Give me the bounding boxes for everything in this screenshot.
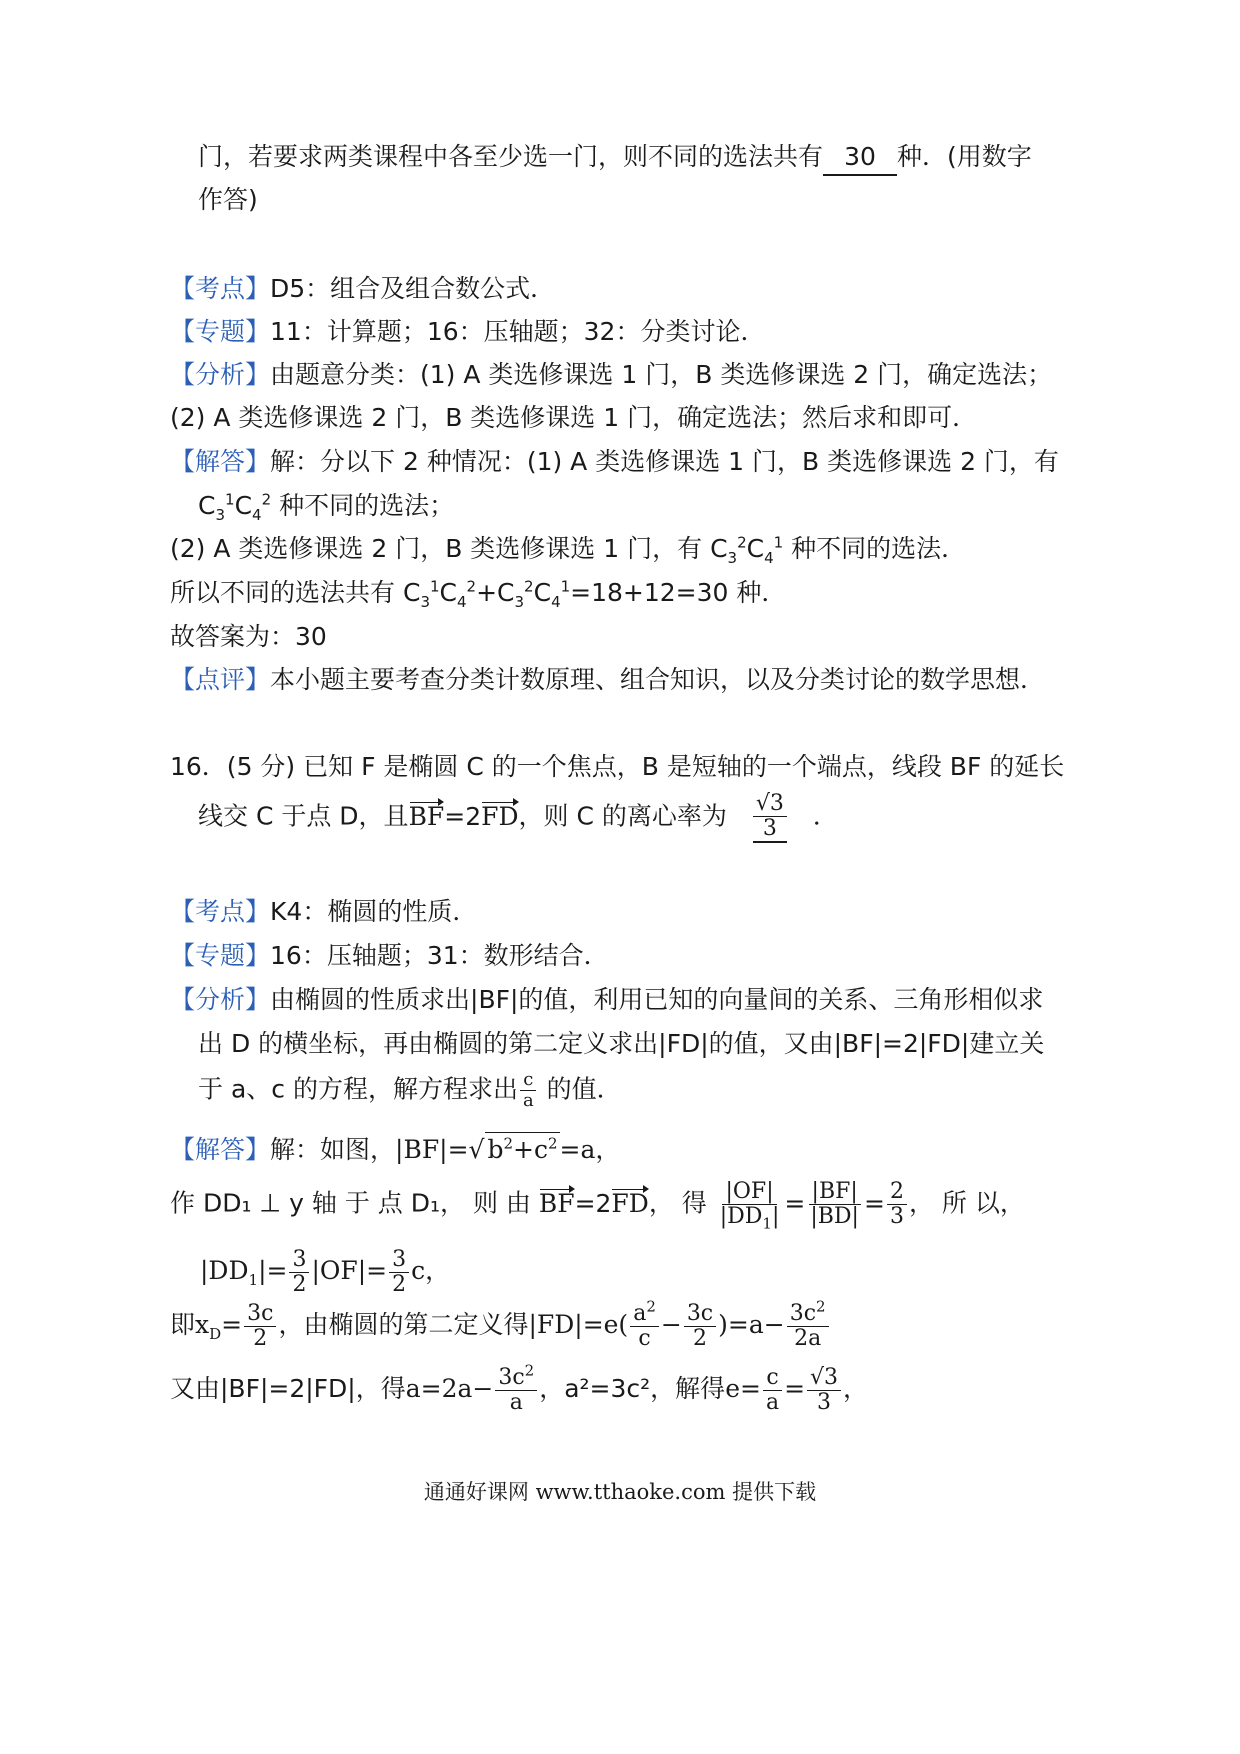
a-formula: a=2a− $\frac{3c^2}{a}$ xyxy=(406,1374,540,1403)
kaodian-tag: 【考点】 xyxy=(170,897,271,926)
s16-ji xyxy=(170,1297,831,1356)
q15-line1 xyxy=(198,140,1032,176)
fenxi-text-3: 于 a、c 的方程，解方程求出 xyxy=(198,1074,518,1104)
kaodian-text: D5：组合及组合数公式． xyxy=(270,274,556,303)
q16-answer-num: √3 xyxy=(753,792,787,817)
kaodian-tag: 【考点】 xyxy=(170,274,271,303)
jieda-tag: 【解答】 xyxy=(170,1135,271,1164)
q16-text-mid: ，则 C 的离心率为 xyxy=(518,801,727,831)
s15-fenxi-2: (2) A 类选修课选 2 门，B 类选修课选 1 门，确定选法；然后求和即可． xyxy=(170,403,978,432)
dianping-text: 本小题主要考查分类计数原理、组合知识，以及分类讨论的数学思想． xyxy=(270,665,1046,694)
q15-line2: 作答) xyxy=(198,185,258,214)
fenxi-text: 由椭圆的性质求出|BF|的值，利用已知的向量间的关系、三角形相似求 xyxy=(270,985,1044,1014)
s15-jieda-2 xyxy=(198,489,454,523)
you-text: 又由|BF|=2|FD|，得 xyxy=(170,1374,406,1403)
s15-kaodian xyxy=(170,272,555,306)
s15-jieda-3 xyxy=(170,532,966,566)
combination-expression: $C_3^1C_4^2$ xyxy=(198,490,272,524)
e-formula: e= $\frac{c}{a}$ = $\frac{√3}{3}$ ， xyxy=(725,1365,869,1415)
fenxi-text: 由题意分类：(1) A 类选修课选 1 门，B 类选修课选 2 门，确定选法； xyxy=(270,360,1053,389)
jieda-text-4: 所以不同的选法共有 xyxy=(170,578,396,607)
s16-kaodian xyxy=(170,895,477,929)
s15-zhuanti xyxy=(170,315,765,349)
jieda-text: 解：分以下 2 种情况：(1) A 类选修课选 1 门，B 类选修课选 2 门，有 xyxy=(270,447,1059,476)
fenxi-tag: 【分析】 xyxy=(170,360,271,389)
s16-fenxi-2: 出 D 的横坐标，再由椭圆的第二定义求出|FD|的值，又由|BF|=2|FD|建立关 xyxy=(198,1029,1045,1058)
s15-fenxi xyxy=(170,358,1052,392)
q15-answer: 30 xyxy=(823,140,897,176)
dianping-tag: 【点评】 xyxy=(170,665,271,694)
jieda-tag: 【解答】 xyxy=(170,447,271,476)
s15-answer: 故答案为：30 xyxy=(170,622,327,651)
ratio-expression: $\frac{|OF|}{|DD_1|}$ = $\frac{|BF|}{|BD|}$ = $\frac{2}{3}$ xyxy=(715,1189,909,1218)
zuo-text-mid: ， 得 xyxy=(648,1188,707,1218)
dd1-formula: $|DD_1|=$ $\frac{3}{2}$ |OF|= $\frac{3}{2}$ c， xyxy=(200,1247,451,1297)
xd-formula: $x_D=$ $\frac{3c}{2}$ xyxy=(195,1310,278,1339)
vector-equation: BF=2FD xyxy=(409,802,519,831)
zuo-text-suffix: ， 所 以， xyxy=(908,1188,1025,1218)
s15-dianping xyxy=(170,663,1045,697)
combination-expression: $C_3^2C_4^1$ xyxy=(710,533,784,567)
combination-sum: $C_3^1C_4^2+C_3^2C_4^1$ xyxy=(402,577,571,611)
q16-line1: 16．(5 分) 已知 F 是椭圆 C 的一个焦点，B 是短轴的一个端点，线段 BF 的延长 xyxy=(170,752,1065,781)
q15-text-after: 种．(用数字 xyxy=(897,142,1032,171)
jieda-text-3b: 种不同的选法． xyxy=(791,534,967,563)
s15-jieda-4 xyxy=(170,576,786,610)
zhuanti-tag: 【专题】 xyxy=(170,941,271,970)
q16-text: 线交 C 于点 D，且 xyxy=(198,801,409,831)
kaodian-text: K4：椭圆的性质． xyxy=(270,897,478,926)
fenxi-tag: 【分析】 xyxy=(170,985,271,1014)
jieda-text-3: (2) A 类选修课选 2 门，B 类选修课选 1 门，有 xyxy=(170,534,703,563)
s16-you xyxy=(170,1361,869,1420)
q16-answer-den: 3 xyxy=(762,816,777,841)
vector-equation: BF=2FD xyxy=(539,1189,649,1218)
you-text-mid: ，a²=3c²，解得 xyxy=(539,1374,726,1403)
s16-zuo xyxy=(170,1180,1025,1234)
zhuanti-text: 11：计算题；16：压轴题；32：分类讨论． xyxy=(270,317,766,346)
zhuanti-tag: 【专题】 xyxy=(170,317,271,346)
fenxi-text-3b: 的值． xyxy=(546,1074,622,1104)
fd-formula: |FD|=e( $\frac{a^2}{c}$ − $\frac{3c}{2}$ )=a− $\frac{3c^2}{2a}$ xyxy=(528,1310,830,1339)
s16-jieda xyxy=(170,1132,620,1167)
s16-fenxi-3 xyxy=(198,1070,622,1111)
q15-text: 门，若要求两类课程中各至少选一门，则不同的选法共有 xyxy=(198,142,824,171)
ji-text: 即 xyxy=(170,1310,196,1339)
zuo-text: 作 DD₁ ⊥ y 轴 于 点 D₁， 则 由 xyxy=(170,1188,531,1218)
s15-jieda xyxy=(170,445,1059,479)
jieda-text-2: 种不同的选法； xyxy=(279,491,455,520)
q16-answer xyxy=(727,792,813,843)
bf-formula: |BF|=√ $b^2+c^2=a$， xyxy=(395,1135,620,1164)
s16-fenxi xyxy=(170,983,1043,1017)
jieda-text-4b: =18+12=30 种． xyxy=(570,578,787,607)
q16-line2: 线交 C 于点 D，且BF=2FD，则 C 的离心率为 $\frac{√3}{3}$ ． xyxy=(198,791,838,841)
ji-text-mid: ，由椭圆的第二定义得 xyxy=(278,1310,529,1339)
page-footer: 通通好课网 www.tthaoke.com 提供下载 xyxy=(423,1480,817,1504)
s16-dd1 xyxy=(200,1248,450,1302)
s16-zhuanti xyxy=(170,939,609,973)
zhuanti-text: 16：压轴题；31：数形结合． xyxy=(270,941,609,970)
c-over-a-fraction: $\frac{c}{a}$ xyxy=(520,1070,537,1111)
jieda-text: 解：如图， xyxy=(270,1135,396,1164)
